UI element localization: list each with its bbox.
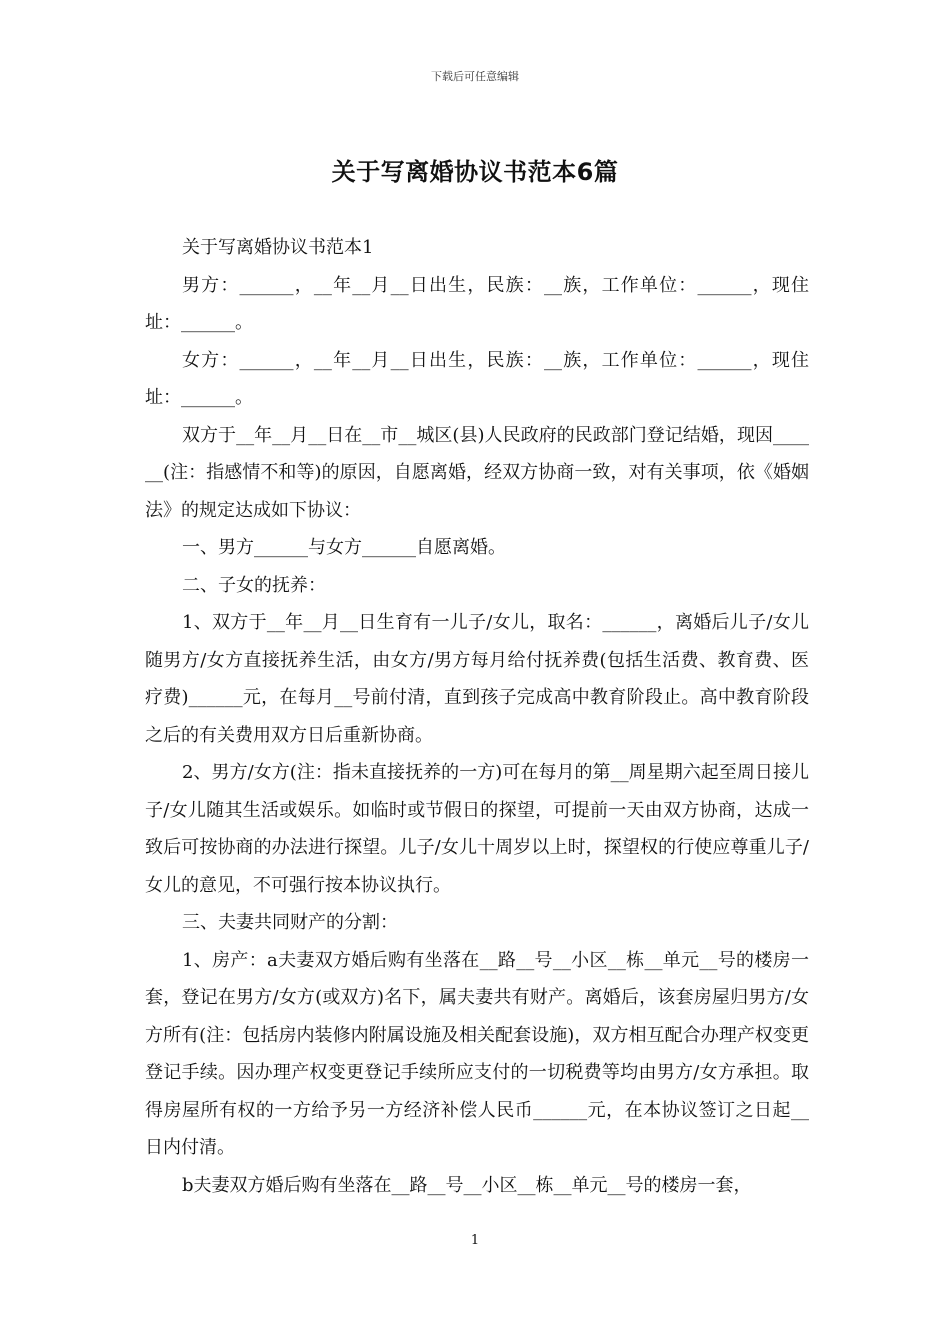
paragraph-male-party: 男方：______，__年__月__日出生，民族：__族，工作单位：______，现住址：______。 bbox=[145, 274, 809, 333]
section-heading: 关于写离婚协议书范本1 bbox=[182, 237, 374, 258]
clause-property-house-a: 1、房产：a夫妻双方婚后购有坐落在__路__号__小区__栋__单元__号的楼房一套，登记在男方/女方(或双方)名下，属夫妻共有财产。离婚后，该套房屋归男方/女方所有(注：包括房内装修内附属设施及相关配套设施)，双方相互配合办理产权变更登记手续。因办理产权变更登记手续所应支付的一切税费等均由男方/女方承担。取得房屋所有权的一方给予另一方经济补偿人民币______元，在本协议签订之日起__日内付清。 bbox=[145, 949, 809, 1158]
clause-property-house-b: b夫妻双方婚后购有坐落在__路__号__小区__栋__单元__号的楼房一套， bbox=[182, 1174, 752, 1196]
page-number: 1 bbox=[470, 1233, 480, 1248]
clause-child-custody-2: 2、男方/女方(注：指未直接抚养的一方)可在每月的第__周星期六起至周日接儿子/女儿随其生活或娱乐。如临时或节假日的探望，可提前一天由双方协商，达成一致后可按协商的办法进行探望。儿子/女儿十周岁以上时，探望权的行使应尊重儿子/女儿的意见，不可强行按本协议执行。 bbox=[145, 762, 809, 896]
clause-divorce: 一、男方______与女方______自愿离婚。 bbox=[182, 537, 506, 558]
paragraph-female-party: 女方：______，__年__月__日出生，民族：__族，工作单位：______，现住址：______。 bbox=[145, 349, 809, 408]
clause-child-custody-heading: 二、子女的抚养： bbox=[182, 574, 326, 596]
clause-child-custody-1: 1、双方于__年__月__日生育有一儿子/女儿，取名：______，离婚后儿子/女儿随男方/女方直接抚养生活，由女方/男方每月给付抚养费(包括生活费、教育费、医疗费)______元，在每月__号前付清，直到孩子完成高中教育阶段止。高中教育阶段之后的有关费用双方日后重新协商。 bbox=[145, 612, 810, 746]
clause-property-heading: 三、夫妻共同财产的分割： bbox=[182, 912, 398, 933]
header-note: 下载后可任意编辑 bbox=[431, 70, 519, 83]
document-body bbox=[145, 229, 809, 1204]
paragraph-marriage-info: 双方于__年__月__日在__市__城区(县)人民政府的民政部门登记结婚，现因______(注：指感情不和等)的原因，自愿离婚，经双方协商一致，对有关事项，依《婚姻法》的规定达成如下协议： bbox=[145, 424, 809, 521]
document-title: 关于写离婚协议书范本6篇 bbox=[331, 158, 619, 186]
